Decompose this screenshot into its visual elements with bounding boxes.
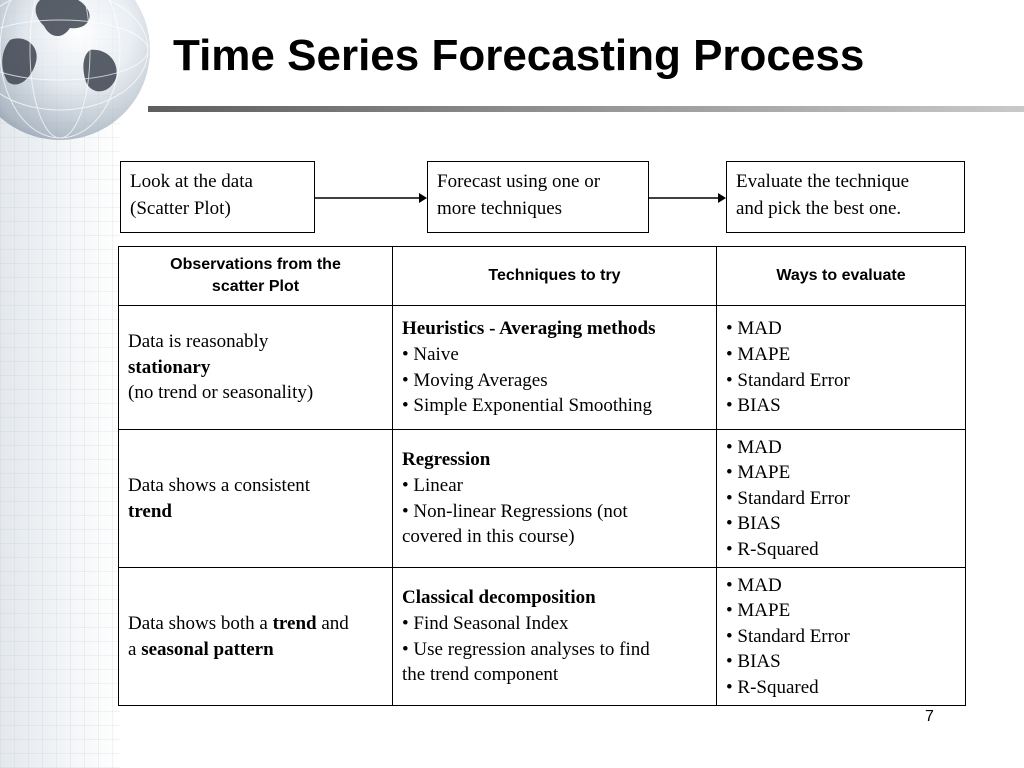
list-item: • MAPE <box>726 598 956 624</box>
table-header-row <box>119 247 966 306</box>
list-item: • R-Squared <box>726 537 956 563</box>
title-divider <box>148 106 1024 112</box>
list-item: • Standard Error <box>726 486 956 512</box>
evaluation-cell <box>717 430 966 568</box>
observation-text <box>128 611 383 637</box>
header-text: Observations from the <box>170 256 341 273</box>
evaluation-list <box>726 435 956 563</box>
evaluation-list <box>726 573 956 701</box>
technique-list <box>402 342 707 419</box>
observation-text-part: a <box>128 638 137 660</box>
techniques-table <box>118 246 966 706</box>
list-item: • Simple Exponential Smoothing <box>402 393 707 419</box>
list-item: • BIAS <box>726 511 956 537</box>
list-item: • R-Squared <box>726 675 956 701</box>
observation-text: Data is reasonably <box>128 331 269 353</box>
list-item: • MAPE <box>726 342 956 368</box>
header-observations <box>119 247 393 306</box>
flow-step-text: Evaluate the technique <box>736 171 910 192</box>
list-item: • Naive <box>402 342 707 368</box>
technique-cell <box>393 430 717 568</box>
list-item: • Standard Error <box>726 368 956 394</box>
flow-step-text: (Scatter Plot) <box>130 198 231 219</box>
flow-step-forecast <box>427 161 649 233</box>
technique-heading: Regression <box>402 449 491 471</box>
technique-cell <box>393 568 717 706</box>
technique-heading: Heuristics - Averaging methods <box>402 318 656 340</box>
observation-keyword: trend <box>128 500 172 522</box>
evaluation-cell <box>717 306 966 430</box>
evaluation-cell <box>717 568 966 706</box>
flow-step-evaluate <box>726 161 965 233</box>
list-item: • MAD <box>726 316 956 342</box>
evaluation-list <box>726 316 956 418</box>
technique-cell <box>393 306 717 430</box>
list-item: • Linear <box>402 474 463 496</box>
flow-step-text: and pick the best one. <box>736 198 902 219</box>
observation-text-part: and <box>321 612 349 634</box>
list-item-text: Linear <box>413 474 463 496</box>
observation-text <box>128 637 383 663</box>
list-item: • BIAS <box>726 393 956 419</box>
list-item: • Standard Error <box>726 624 956 650</box>
observation-text: Data shows a consistent <box>128 474 311 496</box>
list-item-text: Use regression analyses to find <box>413 638 650 660</box>
flow-step-look-at-data <box>120 161 315 233</box>
list-item: • Non-linear Regressions (not <box>402 500 628 522</box>
observation-cell <box>119 306 393 430</box>
table-row <box>119 430 966 568</box>
table-row <box>119 306 966 430</box>
arrow-right-icon <box>315 191 427 205</box>
list-item: • Moving Averages <box>402 368 707 394</box>
list-item: • MAD <box>726 573 956 599</box>
technique-heading: Classical decomposition <box>402 587 596 609</box>
list-item: • MAPE <box>726 460 956 486</box>
observation-cell <box>119 430 393 568</box>
arrow-right-icon <box>649 191 726 205</box>
header-text: scatter Plot <box>211 278 300 295</box>
observation-keyword: trend <box>272 612 317 634</box>
flow-step-text: Forecast using one or <box>437 171 601 192</box>
list-item-text: Find Seasonal Index <box>413 612 569 634</box>
flow-step-text: Look at the data <box>130 171 253 192</box>
list-item-continuation: covered in this course) <box>402 526 575 548</box>
observation-text-part: Data shows both a <box>128 612 268 634</box>
observation-cell <box>119 568 393 706</box>
slide-title: Time Series Forecasting Process <box>173 31 865 80</box>
table-row <box>119 568 966 706</box>
header-techniques: Techniques to try <box>393 247 717 306</box>
list-item: • Use regression analyses to find <box>402 638 650 660</box>
flow-step-text: more techniques <box>437 198 563 219</box>
list-item: • BIAS <box>726 649 956 675</box>
list-item-continuation: the trend component <box>402 664 559 686</box>
observation-text: (no trend or seasonality) <box>128 382 314 404</box>
globe-icon <box>0 0 150 140</box>
observation-keyword: seasonal pattern <box>141 638 274 660</box>
header-evaluate: Ways to evaluate <box>717 247 966 306</box>
list-item: • Find Seasonal Index <box>402 612 569 634</box>
observation-keyword: stationary <box>128 356 211 378</box>
page-number: 7 <box>925 708 934 725</box>
list-item-text: Non-linear Regressions (not <box>413 500 628 522</box>
list-item: • MAD <box>726 435 956 461</box>
